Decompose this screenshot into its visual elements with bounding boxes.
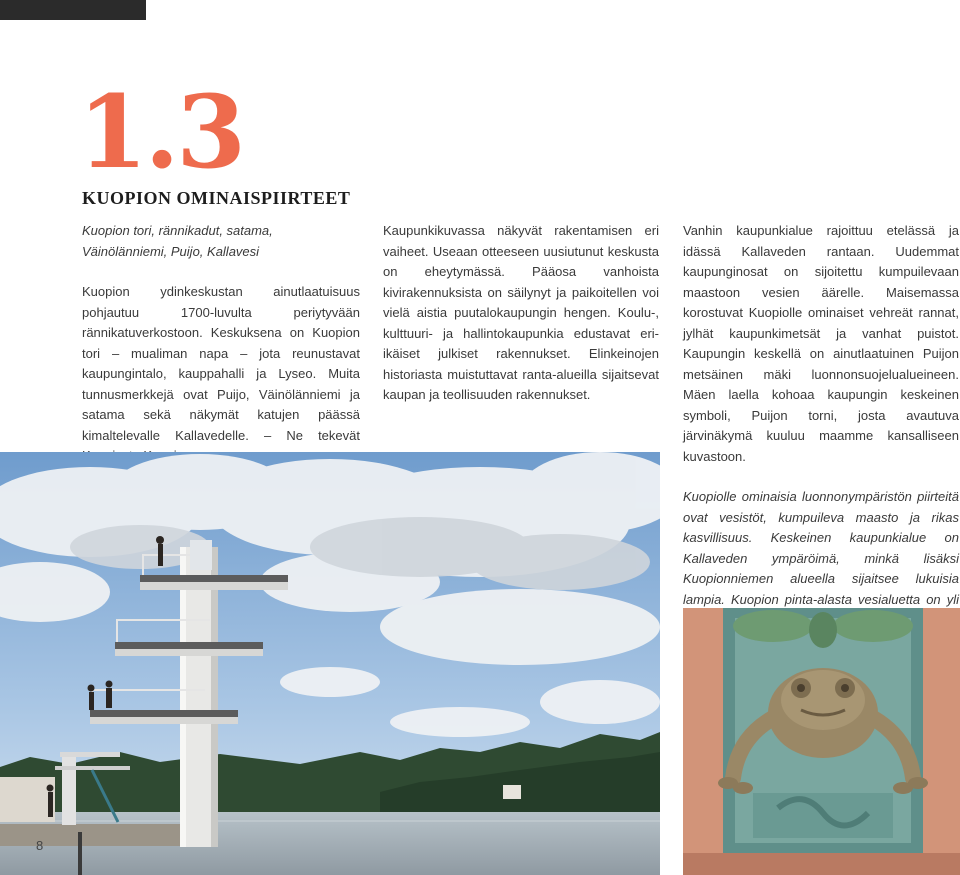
page-number: 8 bbox=[36, 838, 44, 853]
chapter-number: 1.3 bbox=[78, 73, 243, 191]
text-column-3 bbox=[683, 221, 959, 651]
column3-italic-note: Kuopiolle ominaisia luonnonympäristön piirteitä ovat vesistöt, kumpuileva maasto ja rikas kasvillisuus. Keskeinen kaupunkialue on Kallaveden ympäröimä, minkä lisäksi Kuopionniemen alueella sijaitsee lukuisia lampia. Kuopion pinta-alasta vesialuetta on yli bbox=[683, 489, 959, 607]
frog-relief-photo bbox=[683, 608, 960, 875]
diving-tower-photo bbox=[0, 452, 660, 875]
column1-caption: Kuopion tori, rännikadut, satama, Väinölänniemi, Puijo, Kallavesi bbox=[82, 223, 273, 259]
top-bar bbox=[0, 0, 146, 20]
column2-body: Kaupunkikuvassa näkyvät rakentamisen eri vaiheet. Useaan otteeseen uusiutunut keskusta on eheytymässä. Pääosa vanhoista kivirakennuksista on säilynyt ja paikoitellen voi vielä aistia puutalokaupungin hengen. Koulu-, kulttuuri- ja hallintokaupunkia edustavat eri-ikäiset julkiset rakennukset. Elinkeinojen historiasta muistuttavat ranta-alueilla sijaitsevat kaupan ja teollisuuden rakennukset. bbox=[383, 223, 659, 402]
section-title: KUOPION OMINAISPIIRTEET bbox=[82, 188, 351, 208]
column3-body: Vanhin kaupunkialue rajoittuu etelässä ja idässä Kallaveden rantaan. Uudemmat kaupunginosat on sijoitettu kumpuilevaan maastoon vesien äärelle. Maisemassa korostuvat Kuopiolle ominaiset vehreät rannat, jylhät kaupunkimetsät ja vanhat puistot. Kaupungin keskellä on ainutlaatuinen Puijon metsäinen mäki luonnonsuojelualueineen. Mäen laella kohoaa kaupungin keskeinen symboli, Puijon torni, josta avautuva järvinäkymä kuuluu maamme kansalliseen kuvastoon. bbox=[683, 223, 959, 464]
text-column-1 bbox=[82, 221, 360, 467]
text-column-2 bbox=[383, 221, 659, 406]
column1-body: Kuopion ydinkeskustan ainutlaatuisuus pohjautuu 1700-luvulta periytyvään rännikatuverkostoon. Keskuksena on Kuopion tori – mualiman napa – jota reunustavat kaupungintalo, kauppahalli ja Lyseo. Muita tunnusmerkkejä ovat Puijo, Väinölänniemi ja satama sekä näkymät katujen päässä kimaltelevalle Kallavedelle. – Ne tekevät bbox=[82, 284, 360, 443]
